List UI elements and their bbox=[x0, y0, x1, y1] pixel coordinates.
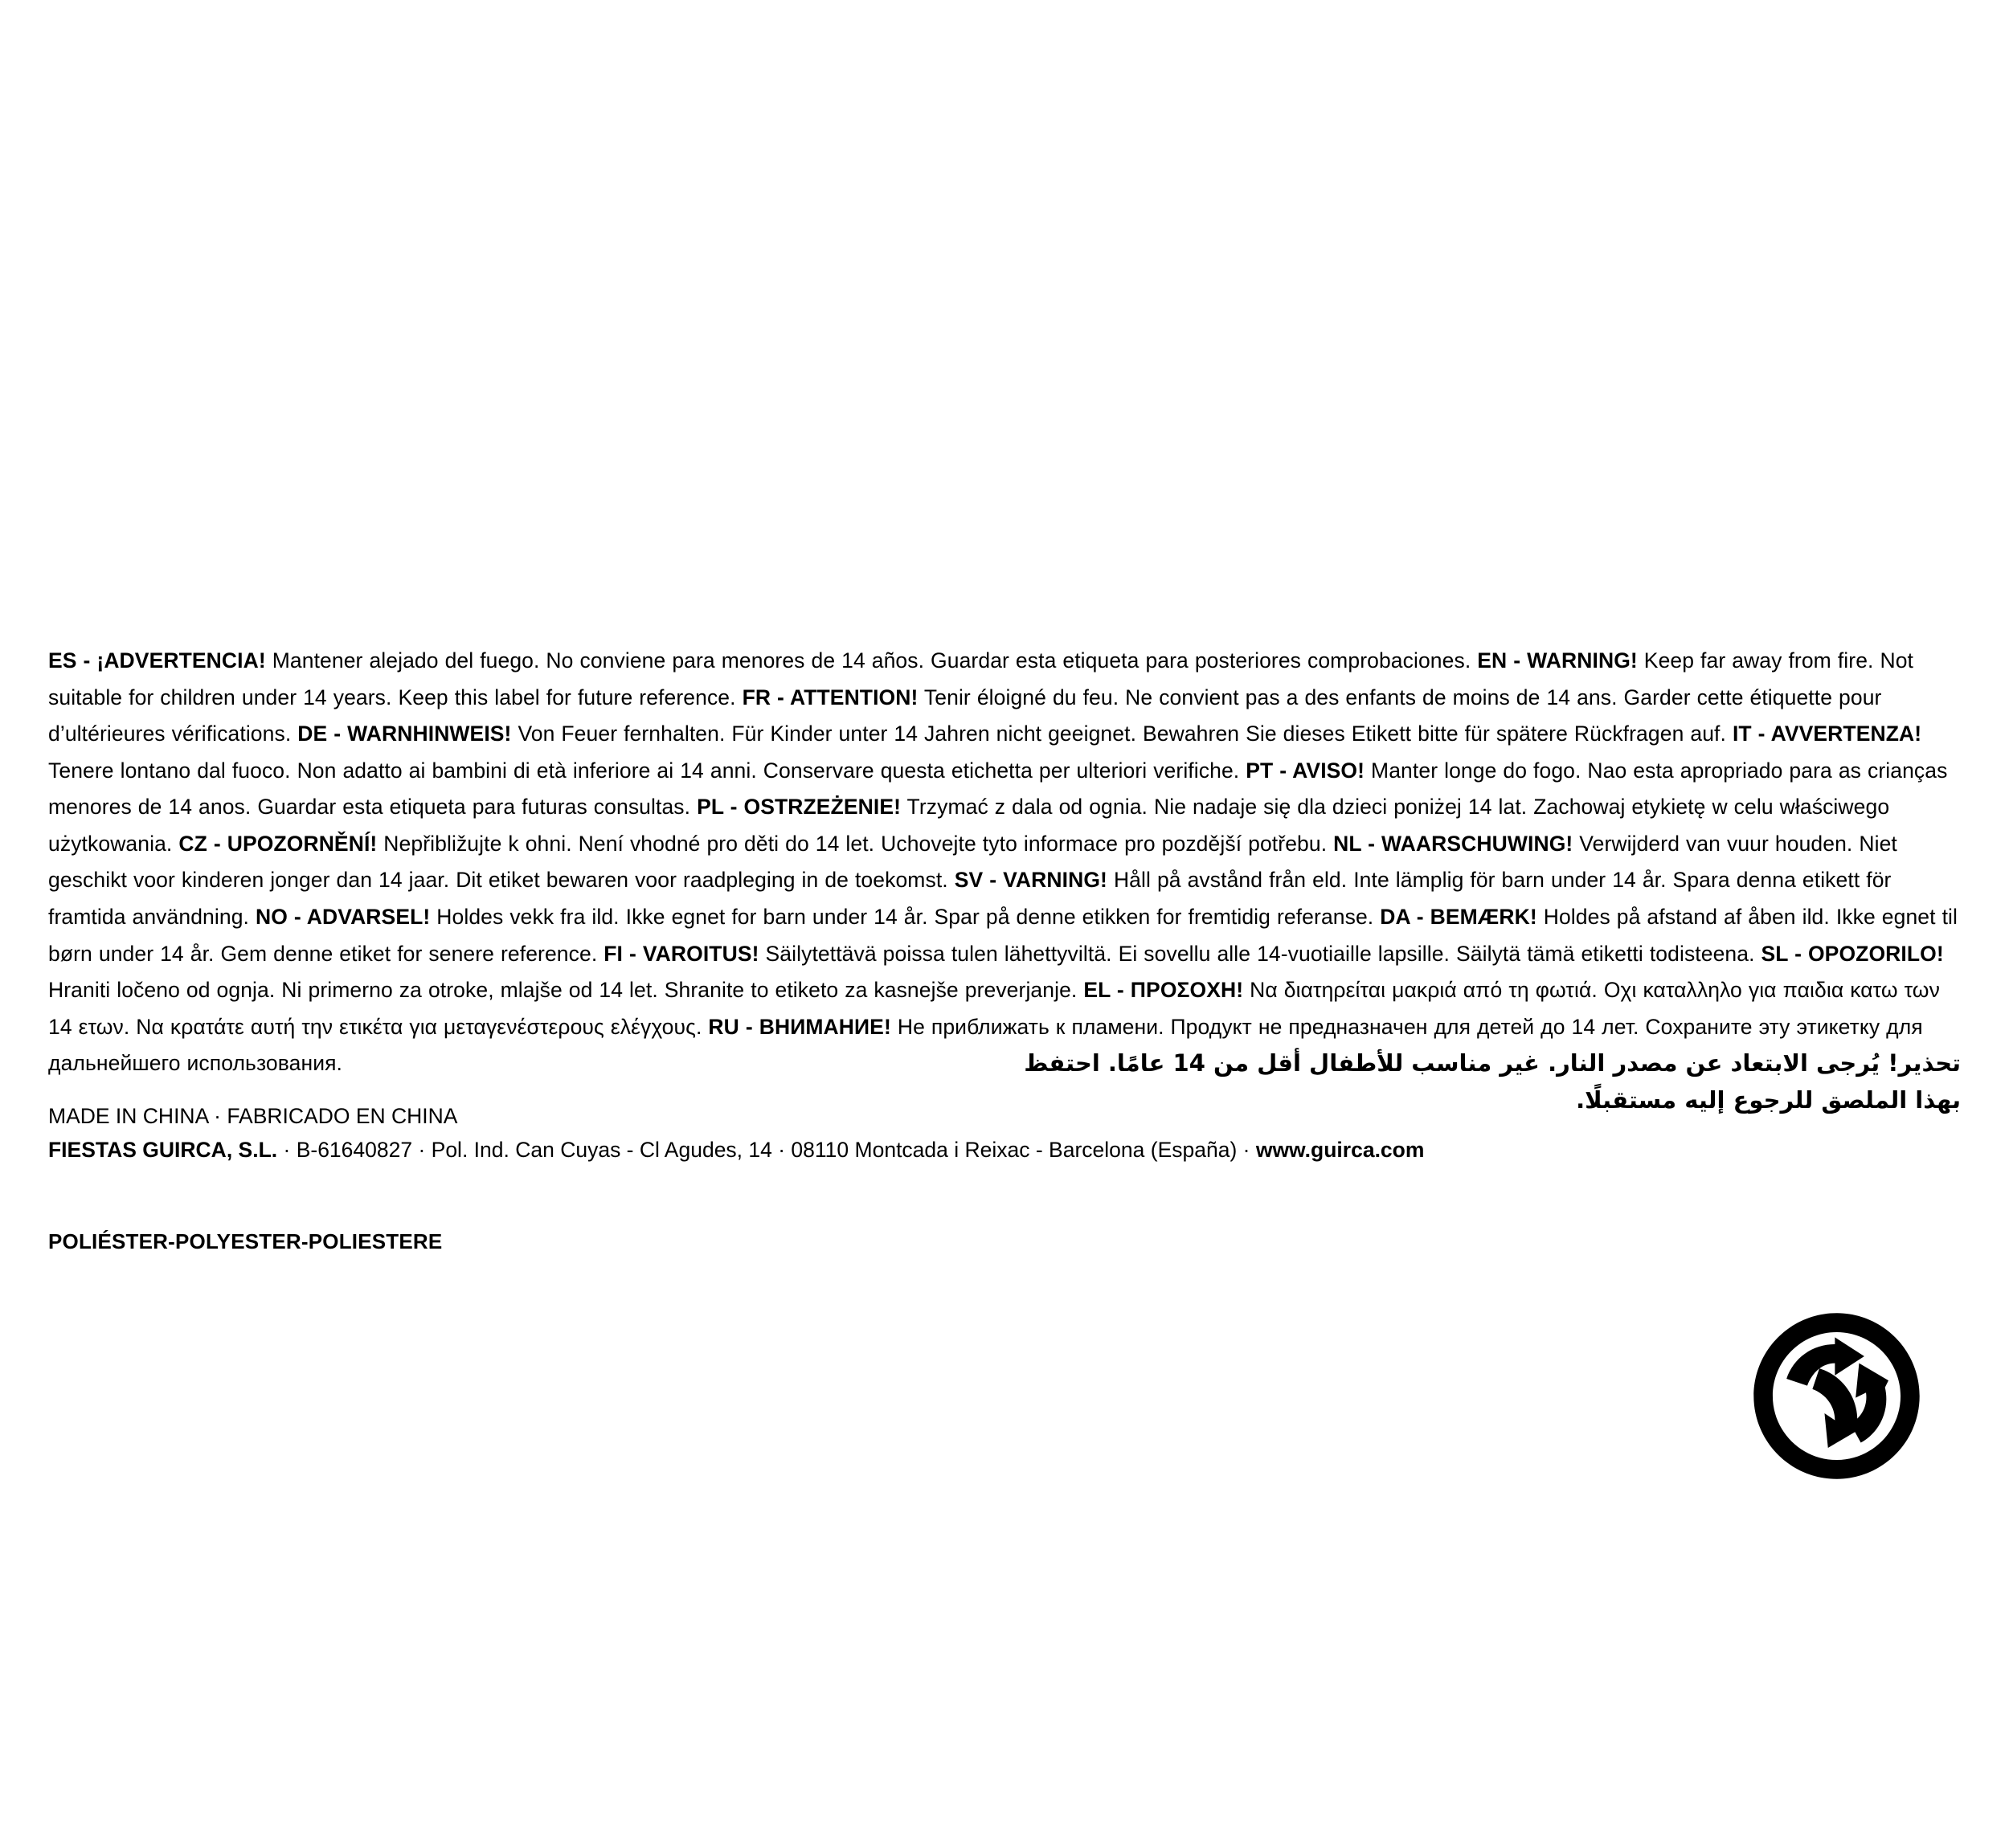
warning-lang-pt: PT - AVISO! bbox=[1246, 758, 1365, 783]
warning-lang-no: NO - ADVARSEL! bbox=[255, 905, 431, 930]
warning-body-de: Von Feuer fernhalten. Für Kinder unter 14 Jahren nicht geeignet. Bewahren Sie dieses Etikett bitte für spätere Rückfragen auf. bbox=[511, 722, 1733, 746]
warning-body-sv: Håll på avstånd från eld. Inte lämplig för barn under 14 år. Spara denna etikett för framtida användning. bbox=[48, 868, 1892, 930]
warning-body-fr: Tenir éloigné du feu. Ne convient pas a des enfants de moins de 14 ans. Garder cette étiquette pour d’ultérieures vérifications. bbox=[48, 685, 1882, 746]
warning-body-it: Tenere lontano dal fuoco. Non adatto ai bambini di età inferiore ai 14 anni. Conservare questa etichetta per ulteriori verifiche. bbox=[48, 758, 1246, 783]
warning-segment-es bbox=[48, 648, 1477, 673]
warning-body-no: Holdes vekk fra ild. Ikke egnet for barn under 14 år. Spar på denne etikken for fremtidig referanse. bbox=[430, 905, 1381, 930]
green-dot-recycling-icon bbox=[1750, 1310, 1923, 1482]
material-composition-text: POLIÉSTER-POLYESTER-POLIESTERE bbox=[48, 1229, 443, 1253]
warning-lang-fi: FI - VAROITUS! bbox=[604, 941, 759, 966]
warning-segment-de bbox=[297, 722, 1733, 746]
warning-lang-sl: SL - OPOZORILO! bbox=[1761, 941, 1944, 966]
arabic-warning-text: تحذير! يُرجى الابتعاد عن مصدر النار. غير مناسب للأطفال أقل من 14 عامًا. احتفظ بهذا الملصق للرجوع إليه مستقبلًا. bbox=[1024, 1049, 1961, 1114]
company-name: FIESTAS GUIRCA, S.L. bbox=[48, 1138, 278, 1162]
warning-body-es: Mantener alejado del fuego. No conviene para menores de 14 años. Guardar esta etiqueta para posteriores comprobaciones. bbox=[265, 648, 1478, 673]
warning-lang-sv: SV - VARNING! bbox=[954, 868, 1107, 893]
warning-body-sl: Hraniti ločeno od ognja. Ni primerno za otroke, mlajše od 14 let. Shranite to etiketo za kasnejše preverjanje. bbox=[48, 978, 1084, 1003]
warning-body-cz: Nepřibližujte k ohni. Není vhodné pro děti do 14 let. Uchovejte tyto informace pro pozdější potřebu. bbox=[377, 831, 1334, 856]
company-details: · B-61640827 · Pol. Ind. Can Cuyas - Cl Agudes, 14 · 08110 Montcada i Reixac - Barcelona (España) · bbox=[277, 1138, 1256, 1162]
warning-lang-da: DA - BEMÆRK! bbox=[1380, 905, 1537, 930]
company-website: www.guirca.com bbox=[1255, 1138, 1425, 1162]
warning-body-ru: Не приближать к пламени. Продукт не предназначен для детей до 14 лет. Сохраните эту этикетку для дальнейшего использования. bbox=[48, 1014, 1923, 1076]
warning-body-en: Keep far away from fire. Not suitable for children under 14 years. Keep this label for future reference. bbox=[48, 648, 1913, 709]
warning-lang-fr: FR - ATTENTION! bbox=[742, 685, 919, 709]
warning-lang-nl: NL - WAARSCHUWING! bbox=[1333, 831, 1573, 856]
made-in-text: MADE IN CHINA · FABRICADO EN CHINA bbox=[48, 1104, 458, 1128]
warning-body-da: Holdes på afstand af åben ild. Ikke egnet til børn under 14 år. Gem denne etiket for senere reference. bbox=[48, 905, 1958, 966]
warning-lang-pl: PL - OSTRZEŻENIE! bbox=[697, 795, 902, 820]
warning-lang-en: EN - WARNING! bbox=[1477, 648, 1638, 673]
warning-lang-it: IT - AVVERTENZA! bbox=[1732, 722, 1922, 746]
warning-body-pl: Trzymać z dala od ognia. Nie nadaje się dla dzieci poniżej 14 lat. Zachowaj etykietę w celu właściwego użytkowania. bbox=[48, 795, 1890, 856]
warning-lang-de: DE - WARNHINWEIS! bbox=[297, 722, 512, 746]
warning-body-pt: Manter longe do fogo. Nao esta apropriado para as crianças menores de 14 anos. Guardar esta etiqueta para futuras consultas. bbox=[48, 758, 1948, 820]
company-info-line bbox=[48, 1135, 1424, 1167]
warning-lang-ru: RU - ВНИМАНИЕ! bbox=[708, 1014, 891, 1039]
warning-segment-no bbox=[256, 905, 1380, 929]
warning-lang-es: ES - ¡ADVERTENCIA! bbox=[48, 648, 266, 673]
warning-body-el: Να διατηρείται μακριά από τη φωτιά. Οχι καταλληλο για παιδια κατω των 14 ετων. Να κρατάτε αυτή την ετικέτα για μεταγενέστερους ελέγχους. bbox=[48, 978, 1940, 1039]
warning-body-nl: Verwijderd van vuur houden. Niet geschikt voor kinderen jonger dan 14 jaar. Dit etiket bewaren voor raadpleging in de toekomst. bbox=[48, 831, 1897, 893]
warning-body-fi: Säilytettävä poissa tulen lähettyviltä. Ei sovellu alle 14-vuotiaille lapsille. Säilytä tämä etiketti todisteena. bbox=[759, 941, 1761, 966]
warning-lang-cz: CZ - UPOZORNĚNÍ! bbox=[178, 831, 378, 856]
multilingual-warning-block bbox=[48, 643, 1969, 1082]
warning-lang-el: EL - ΠΡΟΣΟΧΗ! bbox=[1083, 978, 1244, 1003]
warning-segment-cz bbox=[178, 832, 1333, 856]
warning-segment-fi bbox=[604, 942, 1761, 966]
